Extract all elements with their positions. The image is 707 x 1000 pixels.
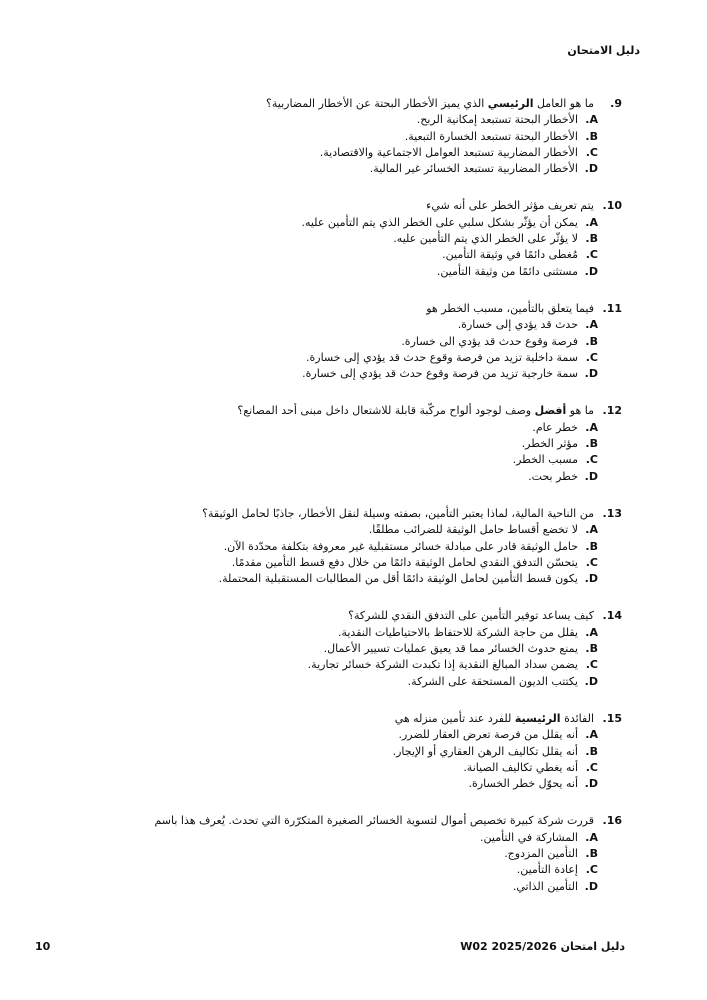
option-text: يكون قسط التأمين لحامل الوثيقة دائمًا أقل من المطالبات المستقبلية المحتملة. xyxy=(218,572,578,586)
question-options xyxy=(70,112,622,177)
question-header-line xyxy=(70,813,622,829)
question-text xyxy=(70,711,594,727)
option-letter: C. xyxy=(585,658,598,672)
questions-list xyxy=(70,96,622,916)
option-text: فرصة وقوع حدث قد يؤدي الى خسارة. xyxy=(401,334,578,348)
question-block-12 xyxy=(70,403,622,484)
option-row xyxy=(70,112,622,128)
question-header-line xyxy=(70,711,622,727)
option-text: المشاركة في التأمين. xyxy=(480,830,578,844)
option-letter: A. xyxy=(585,215,598,229)
option-text: حامل الوثيقة قادر على مبادلة خسائر مستقبلية غير معروفة بتكلفة محدّدة الآن. xyxy=(223,539,578,553)
option-row xyxy=(70,420,622,436)
question-options xyxy=(70,522,622,587)
option-row xyxy=(70,674,622,690)
option-text: الأخطار البحتة تستبعد إمكانية الربح. xyxy=(416,113,578,127)
option-row xyxy=(70,760,622,776)
question-block-11 xyxy=(70,301,622,382)
option-text: سمة خارجية تزيد من فرصة وقوع حدث قد يؤدي إلى خسارة. xyxy=(302,367,578,381)
option-text: إعادة التأمين. xyxy=(516,863,578,877)
option-letter: A. xyxy=(585,830,598,844)
option-row xyxy=(70,625,622,641)
option-letter: A. xyxy=(585,625,598,639)
option-row xyxy=(70,744,622,760)
question-number: 9. xyxy=(610,97,622,110)
question-header-line xyxy=(70,198,622,214)
option-text: مُغطى دائمًا في وثيقة التأمين. xyxy=(442,248,578,262)
option-letter: A. xyxy=(585,420,598,434)
option-row xyxy=(70,469,622,485)
option-row xyxy=(70,317,622,333)
question-number: 11. xyxy=(602,301,622,315)
option-letter: A. xyxy=(585,113,598,127)
option-text: التأمين المزدوج. xyxy=(504,846,578,860)
option-letter: A. xyxy=(585,318,598,332)
question-text-part: ما هو العامل xyxy=(533,97,594,110)
question-text-part: للفرد عند تأمين منزله هي xyxy=(394,711,515,725)
option-text: الأخطار المضاربية تستبعد الخسائر غير المالية. xyxy=(369,162,578,176)
option-row xyxy=(70,145,622,161)
question-text-bold: الرئيسية xyxy=(514,711,561,725)
option-letter: B. xyxy=(585,744,598,758)
option-text: التأمين الذاتي. xyxy=(512,879,578,893)
option-row xyxy=(70,247,622,263)
question-text-part: الذي يميز الأخطار البحتة عن الأخطار المضاربية؟ xyxy=(266,97,488,110)
question-options xyxy=(70,625,622,690)
option-letter: D. xyxy=(584,572,598,586)
option-row xyxy=(70,571,622,587)
option-row xyxy=(70,215,622,231)
option-text: خطر عام. xyxy=(532,420,578,434)
option-text: حدث قد يؤدي إلى خسارة. xyxy=(457,318,578,332)
option-row xyxy=(70,846,622,862)
option-row xyxy=(70,350,622,366)
option-letter: C. xyxy=(585,248,598,262)
option-row xyxy=(70,776,622,792)
footer-page-number: 10 xyxy=(35,940,51,953)
question-text xyxy=(70,96,594,112)
question-header-line xyxy=(70,301,622,317)
option-letter: C. xyxy=(585,555,598,569)
question-number: 15. xyxy=(602,711,622,725)
option-row xyxy=(70,129,622,145)
question-block-16 xyxy=(70,813,622,894)
question-text xyxy=(70,403,594,419)
option-text: يمنع حدوث الخسائر مما قد يعيق عمليات تسيير الأعمال. xyxy=(323,642,578,656)
option-letter: D. xyxy=(584,264,598,278)
question-text-part: الفائدة xyxy=(560,711,594,725)
option-letter: B. xyxy=(585,642,598,656)
option-letter: D. xyxy=(584,879,598,893)
question-options xyxy=(70,215,622,280)
question-number: 10. xyxy=(602,199,622,213)
option-text: يمكن أن يؤثّر بشكل سلبي على الخطر الذي يتم التأمين عليه. xyxy=(301,215,578,229)
question-block-14 xyxy=(70,608,622,689)
question-number: 16. xyxy=(602,814,622,828)
option-letter: D. xyxy=(584,777,598,791)
document-header-title: دليل الامتحان xyxy=(567,44,640,57)
option-row xyxy=(70,862,622,878)
option-text: أنه يقلل تكاليف الرهن العقاري أو الإيجار. xyxy=(392,744,578,758)
option-row xyxy=(70,657,622,673)
option-text: أنه يغطي تكاليف الصيانة. xyxy=(463,760,578,774)
option-letter: D. xyxy=(584,469,598,483)
question-text-bold: الرئيسي xyxy=(487,97,534,110)
option-text: سمة داخلية تزيد من فرصة وقوع حدث قد يؤدي إلى خسارة. xyxy=(306,350,578,364)
option-row xyxy=(70,727,622,743)
option-letter: B. xyxy=(585,437,598,451)
option-text: مؤثر الخطر. xyxy=(521,437,578,451)
option-row xyxy=(70,830,622,846)
question-number: 12. xyxy=(602,404,622,418)
question-header-line xyxy=(70,96,622,112)
option-text: يضمن سداد المبالغ النقدية إذا تكبدت الشركة خسائر تجارية. xyxy=(307,658,578,672)
question-block-10 xyxy=(70,198,622,279)
option-row xyxy=(70,264,622,280)
question-header-line xyxy=(70,608,622,624)
option-letter: C. xyxy=(585,760,598,774)
option-row xyxy=(70,539,622,555)
option-text: الأخطار البحتة تستبعد الخسارة التبعية. xyxy=(404,129,578,143)
option-letter: C. xyxy=(585,350,598,364)
option-letter: B. xyxy=(585,129,598,143)
question-options xyxy=(70,317,622,382)
option-text: يتحسّن التدفق النقدي لحامل الوثيقة دائمًا من خلال دفع قسط التأمين مقدمًا. xyxy=(231,555,578,569)
option-letter: B. xyxy=(585,232,598,246)
question-text xyxy=(70,198,594,214)
option-letter: A. xyxy=(585,728,598,742)
option-letter: C. xyxy=(585,453,598,467)
option-row xyxy=(70,522,622,538)
option-letter: D. xyxy=(584,367,598,381)
option-letter: C. xyxy=(585,145,598,159)
question-text xyxy=(70,813,594,829)
option-text: الأخطار المضاربية تستبعد العوامل الاجتماعية والاقتصادية. xyxy=(319,145,578,159)
question-text xyxy=(70,506,594,522)
option-row xyxy=(70,641,622,657)
option-row xyxy=(70,555,622,571)
option-text: خطر بحت. xyxy=(528,469,578,483)
question-options xyxy=(70,420,622,485)
question-block-15 xyxy=(70,711,622,792)
question-text xyxy=(70,608,594,624)
option-letter: C. xyxy=(585,863,598,877)
option-row xyxy=(70,879,622,895)
option-text: مستثنى دائمًا من وثيقة التأمين. xyxy=(436,264,578,278)
question-text-part: وصف لوجود ألواح مركّبة قابلة للاشتعال داخل مبنى أحد المصانع؟ xyxy=(237,404,535,418)
option-text: لا تخضع أقساط حامل الوثيقة للضرائب مطلقًا. xyxy=(368,523,578,537)
option-row xyxy=(70,231,622,247)
question-text-part: قررت شركة كبيرة تخصيص أموال لتسوية الخسائر الصغيرة المتكرّرة التي تحدث. يُعرف هذا باسم xyxy=(154,814,594,828)
option-letter: B. xyxy=(585,539,598,553)
question-text xyxy=(70,301,594,317)
question-options xyxy=(70,830,622,895)
question-options xyxy=(70,727,622,792)
option-row xyxy=(70,436,622,452)
option-row xyxy=(70,334,622,350)
option-letter: A. xyxy=(585,523,598,537)
option-letter: B. xyxy=(585,846,598,860)
option-text: لا يؤثّر على الخطر الذي يتم التأمين عليه. xyxy=(393,232,578,246)
question-block-9 xyxy=(70,96,622,177)
question-number: 14. xyxy=(602,609,622,623)
option-row xyxy=(70,161,622,177)
option-row xyxy=(70,452,622,468)
option-letter: D. xyxy=(584,162,598,176)
option-row xyxy=(70,366,622,382)
option-text: يقلل من حاجة الشركة للاحتفاظ بالاحتياطيات النقدية. xyxy=(337,625,578,639)
option-text: أنه يحوّل خطر الخسارة. xyxy=(468,777,578,791)
question-text-part: كيف يساعد توفير التأمين على التدفق النقدي للشركة؟ xyxy=(348,609,594,623)
option-text: يكتتب الديون المستحقة على الشركة. xyxy=(407,674,578,688)
option-letter: D. xyxy=(584,674,598,688)
question-text-part: ما هو xyxy=(566,404,594,418)
question-block-13 xyxy=(70,506,622,587)
question-header-line xyxy=(70,506,622,522)
question-number: 13. xyxy=(602,506,622,520)
footer-document-label: دليل امتحان 2025/2026 W02 xyxy=(460,940,625,953)
question-text-part: يتم تعريف مؤثر الخطر على أنه شيء xyxy=(426,199,594,213)
option-text: مسبب الخطر. xyxy=(512,453,578,467)
option-text: أنه يقلل من فرصة تعرض العقار للضرر. xyxy=(398,728,578,742)
question-text-part: من الناحية المالية، لماذا يعتبر التأمين، بصفته وسيلة لنقل الأخطار، جاذبًا لحامل الوثيقة؟ xyxy=(202,506,594,520)
question-header-line xyxy=(70,403,622,419)
option-letter: B. xyxy=(585,334,598,348)
question-text-bold: أفضل xyxy=(534,404,567,418)
question-text-part: فيما يتعلق بالتأمين، مسبب الخطر هو xyxy=(426,301,594,315)
